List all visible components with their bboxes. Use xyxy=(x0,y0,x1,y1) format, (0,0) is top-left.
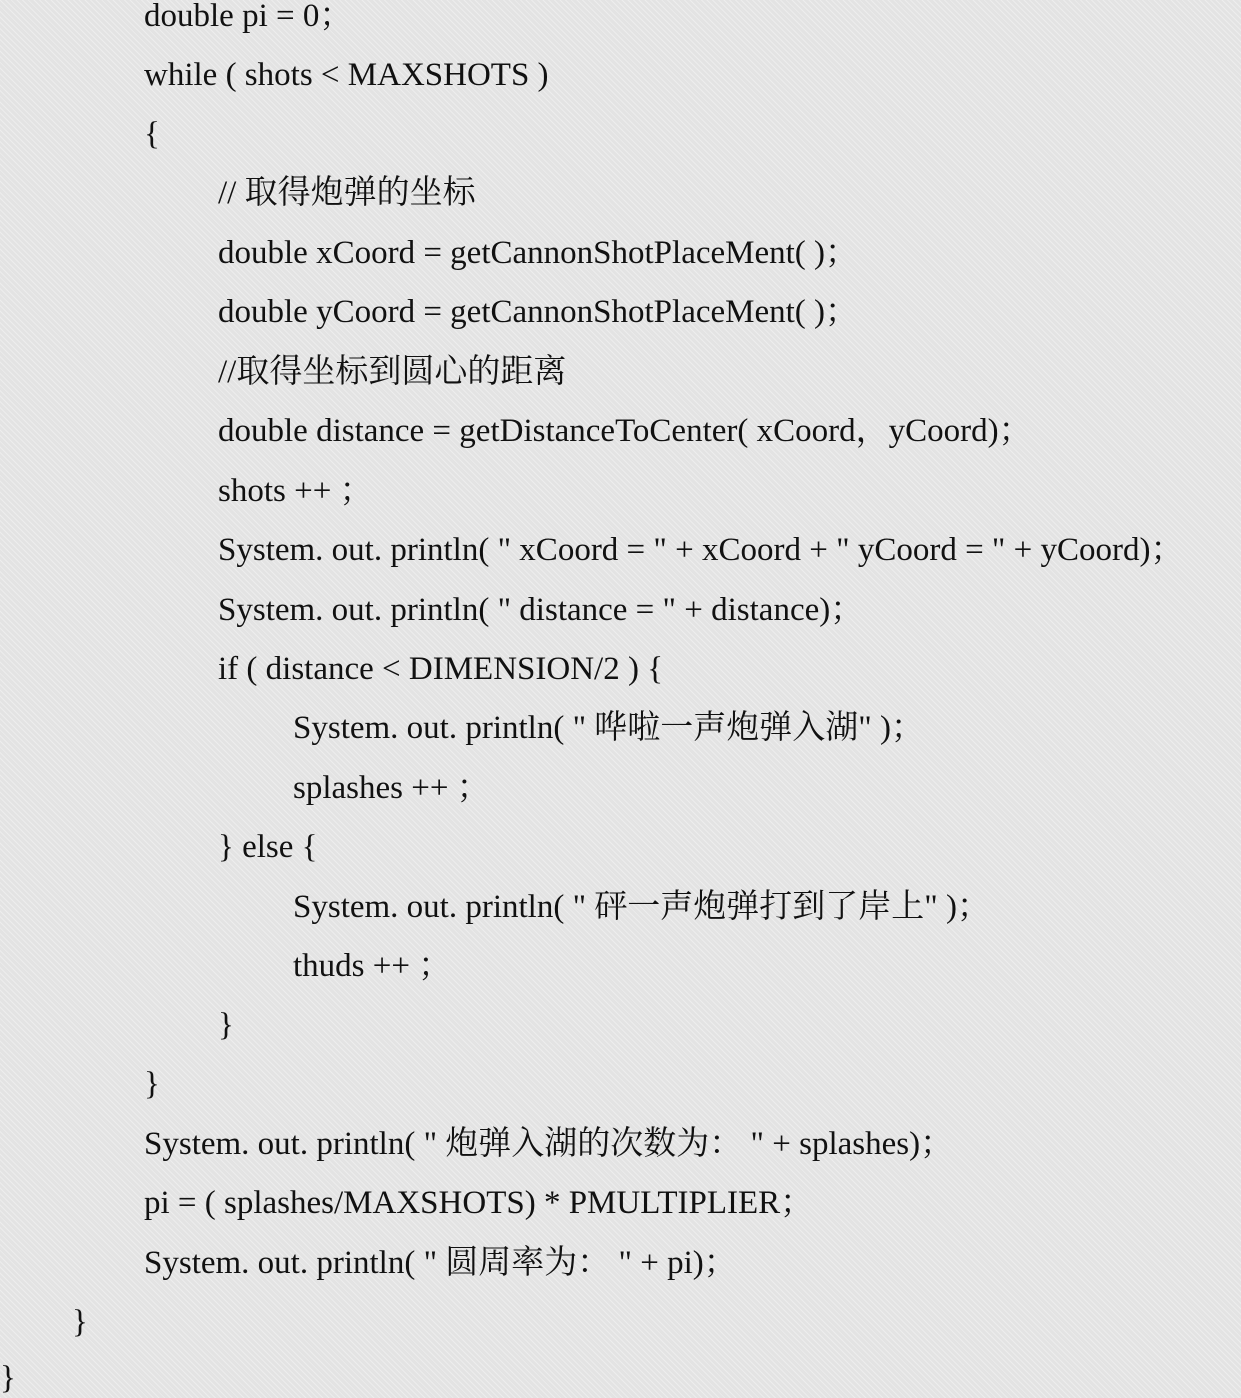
code-line-6: double yCoord = getCannonShotPlaceMent( )； xyxy=(218,294,859,330)
code-line-16: System. out. println( " 砰一声炮弹打到了岸上" )； xyxy=(293,889,991,925)
code-line-8: double distance = getDistanceToCenter( xCoord，yCoord)； xyxy=(218,413,1032,449)
code-line-2: while ( shots < MAXSHOTS ) xyxy=(144,57,549,93)
code-line-9: shots ++ ； xyxy=(218,473,373,509)
code-line-11: System. out. println( " distance = " + distance)； xyxy=(218,592,864,628)
code-line-22: System. out. println( " 圆周率为： " + pi)； xyxy=(144,1245,737,1281)
code-line-19: } xyxy=(144,1066,160,1102)
code-line-12: if ( distance < DIMENSION/2 ) { xyxy=(218,651,664,687)
code-line-20: System. out. println( " 炮弹入湖的次数为： " + splashes)； xyxy=(144,1126,954,1162)
code-line-3: { xyxy=(144,116,160,152)
code-line-5: double xCoord = getCannonShotPlaceMent( )； xyxy=(218,235,859,271)
code-line-10: System. out. println( " xCoord = " + xCoord + " yCoord = " + yCoord)； xyxy=(218,532,1184,568)
code-line-24: } xyxy=(0,1360,16,1396)
code-line-21: pi = ( splashes/MAXSHOTS) * PMULTIPLIER； xyxy=(144,1185,814,1221)
code-line-15: } else { xyxy=(218,829,318,865)
code-line-13: System. out. println( " 哗啦一声炮弹入湖" )； xyxy=(293,710,925,746)
code-line-17: thuds ++ ； xyxy=(293,948,452,984)
code-line-23: } xyxy=(72,1304,88,1340)
code-line-7: //取得坐标到圆心的距离 xyxy=(218,354,567,390)
code-line-18: } xyxy=(218,1007,234,1043)
code-line-1: double pi = 0； xyxy=(144,0,353,34)
code-line-14: splashes ++ ； xyxy=(293,770,490,806)
code-line-4: // 取得炮弹的坐标 xyxy=(218,175,476,211)
